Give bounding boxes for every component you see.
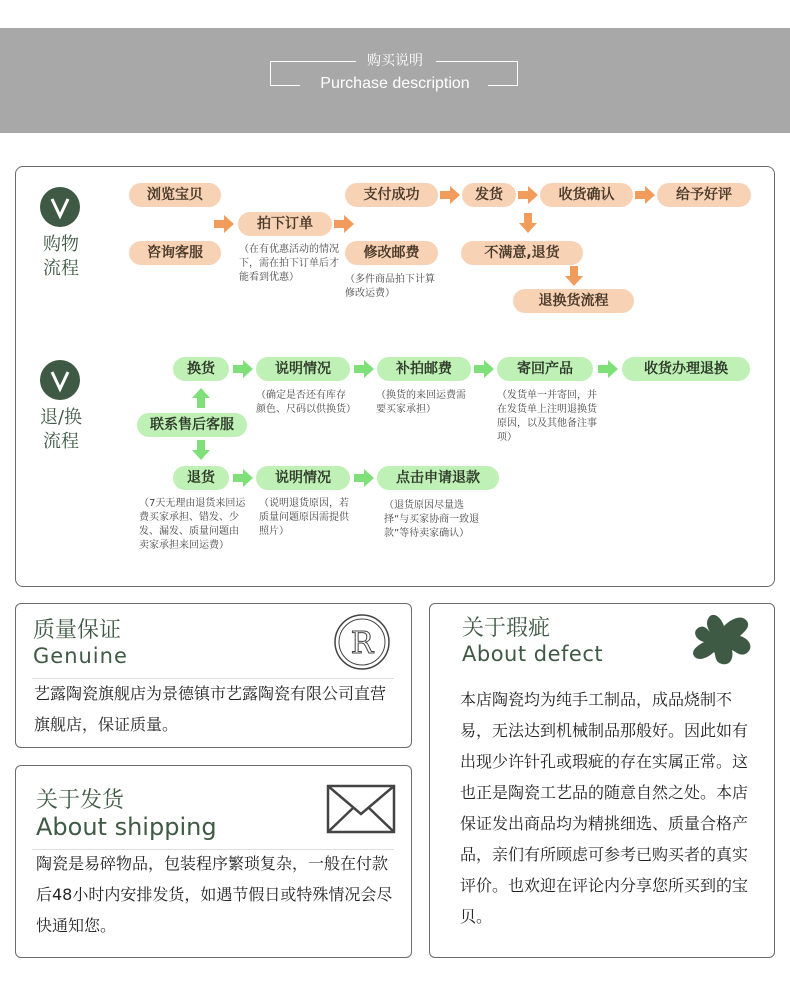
shipping-text: 陶瓷是易碎物品，包装程序繁琐复杂，一般在付款后48小时内安排发货，如遇节假日或特殊情况会尽快通知您。 xyxy=(36,854,393,935)
header-title-zh: 购买说明 xyxy=(367,53,423,69)
defect-box xyxy=(429,603,775,958)
arrow-down-icon xyxy=(564,266,584,288)
modify-note: （多件商品拍下计算修改运费） xyxy=(345,274,435,299)
arrow-right-icon xyxy=(440,185,462,205)
returns-flow-label: 退/换 流程 xyxy=(39,407,83,452)
arrow-right-icon xyxy=(354,359,376,379)
repay-note: （换货的来回运费需要买家承担） xyxy=(376,390,466,415)
explain-note-2: （说明退货原因，若质量问题原因需提供照片） xyxy=(259,498,349,537)
send-back-step: 寄回产品 xyxy=(497,357,593,381)
header-title-en: Purchase description xyxy=(320,75,470,92)
registered-icon xyxy=(332,612,392,672)
shipping-title-en: About shipping xyxy=(36,813,217,841)
explain-step-1: 说明情况 xyxy=(256,357,350,381)
confirm-step: 收货确认 xyxy=(540,183,633,207)
defect-title-zh: 关于瑕疵 xyxy=(462,616,551,641)
explain-note-1: （确定是否还有库存颜色、尺码以供换货） xyxy=(256,390,356,415)
arrow-right-icon xyxy=(214,214,236,234)
arrow-right-icon xyxy=(233,468,255,488)
arrow-right-icon xyxy=(598,359,620,379)
arrow-down-icon xyxy=(518,213,538,235)
genuine-title-zh: 质量保证 xyxy=(33,618,122,643)
unsatisfied-step: 不满意,退货 xyxy=(461,241,583,265)
envelope-icon xyxy=(326,784,396,834)
repay-step: 补拍邮费 xyxy=(377,357,471,381)
arrow-right-icon xyxy=(635,185,657,205)
header-banner xyxy=(0,28,790,133)
modify-fee-step: 修改邮费 xyxy=(345,241,438,265)
shipping-title-zh: 关于发货 xyxy=(36,788,125,813)
defect-title-en: About defect xyxy=(462,642,604,666)
return-process-step: 退换货流程 xyxy=(513,289,634,313)
purchase-flow-label: 购物 流程 xyxy=(43,234,79,279)
check-icon xyxy=(40,187,80,227)
ship-step: 发货 xyxy=(462,183,516,207)
arrow-right-icon xyxy=(474,359,496,379)
genuine-title-en: Genuine xyxy=(33,644,128,668)
receive-step: 收货办理退换 xyxy=(622,357,750,381)
arrow-right-icon xyxy=(334,214,356,234)
browse-step: 浏览宝贝 xyxy=(129,183,221,207)
contact-step: 联系售后客服 xyxy=(137,413,247,437)
explain-step-2: 说明情况 xyxy=(256,466,350,490)
splat-icon xyxy=(692,612,754,668)
praise-step: 给予好评 xyxy=(657,183,751,207)
genuine-text: 艺露陶瓷旗舰店为景德镇市艺露陶瓷有限公司直营旗舰店，保证质量。 xyxy=(34,684,387,734)
check-icon xyxy=(40,360,80,400)
arrow-up-icon xyxy=(191,386,211,408)
send-back-note: （发货单一并寄回，并在发货单上注明退换货原因，以及其他备注事项） xyxy=(497,390,597,443)
order-step: 拍下订单 xyxy=(238,212,332,236)
refund-note: （7天无理由退货来回运费买家承担、错发、少发、漏发、质量问题由卖家承担来回运费） xyxy=(139,498,246,551)
arrow-down-icon xyxy=(191,440,211,462)
defect-text: 本店陶瓷均为纯手工制品，成品烧制不易，无法达到机械制品那般好。因此如有出现少许针孔或瑕疵的存在实属正常。这也正是陶瓷工艺品的随意自然之处。本店保证发出商品均为精挑细选、质量合格产品，亲们有所顾虑可参考已购买者的真实评价。也欢迎在评论内分享您所买到的宝贝。 xyxy=(460,690,749,926)
order-note: （在有优惠活动的情况下，需在拍下订单后才能看到优惠） xyxy=(239,244,339,283)
arrow-right-icon xyxy=(354,468,376,488)
refund-step: 退货 xyxy=(173,466,229,490)
apply-step: 点击申请退款 xyxy=(377,466,499,490)
arrow-right-icon xyxy=(518,185,540,205)
exchange-step: 换货 xyxy=(173,357,229,381)
pay-success-step: 支付成功 xyxy=(345,183,438,207)
consult-step: 咨询客服 xyxy=(129,241,221,265)
genuine-box xyxy=(15,603,412,748)
shipping-box xyxy=(15,765,412,958)
svg-text:R: R xyxy=(350,626,374,661)
arrow-right-icon xyxy=(233,359,255,379)
apply-note: （退货原因尽量选择“与买家协商一致退款”等待卖家确认） xyxy=(384,500,480,539)
